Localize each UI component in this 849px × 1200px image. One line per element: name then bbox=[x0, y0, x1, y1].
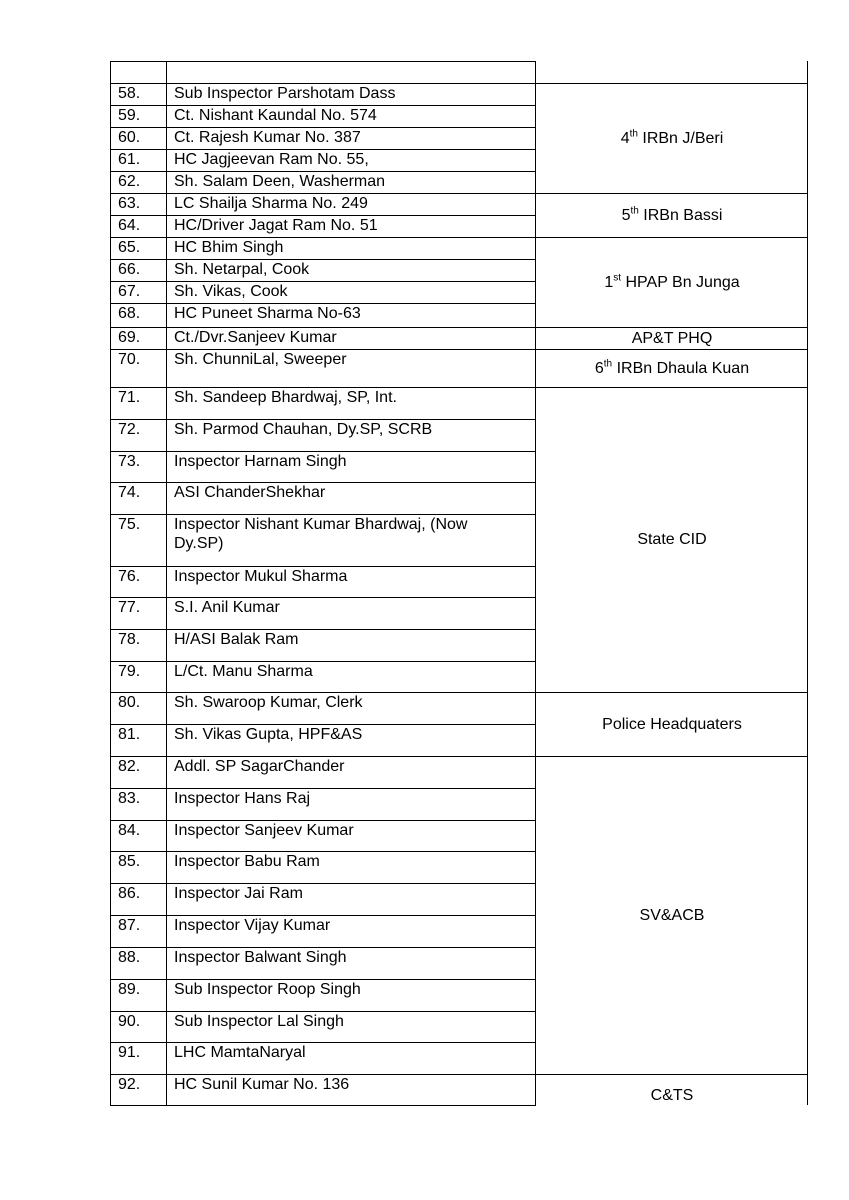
official-name: H/ASI Balak Ram bbox=[174, 631, 299, 648]
unit-name bbox=[537, 359, 807, 378]
official-name: HC Jagjeevan Ram No. 55, bbox=[174, 151, 369, 168]
serial-number: 88. bbox=[118, 949, 141, 966]
official-name: Sh. Vikas Gupta, HPF&AS bbox=[174, 726, 363, 743]
unit-label: IRBn Dhaula Kuan bbox=[612, 359, 750, 377]
official-name: Sh. Vikas, Cook bbox=[174, 283, 288, 300]
serial-number: 73. bbox=[118, 453, 141, 470]
official-name: LHC MamtaNaryal bbox=[174, 1044, 306, 1061]
official-name: Inspector Hans Raj bbox=[174, 790, 311, 807]
official-name: Sh. Sandeep Bhardwaj, SP, Int. bbox=[174, 389, 397, 406]
official-name: Inspector Babu Ram bbox=[174, 853, 320, 870]
unit-number: 1 bbox=[604, 273, 614, 291]
serial-number: 92. bbox=[118, 1076, 141, 1093]
official-name: Ct. Nishant Kaundal No. 574 bbox=[174, 107, 377, 124]
unit-name: Police Headquaters bbox=[602, 715, 742, 733]
group-border bbox=[535, 237, 808, 238]
official-name: LC Shailja Sharma No. 249 bbox=[174, 195, 368, 212]
serial-number: 68. bbox=[118, 305, 141, 322]
official-name: HC Bhim Singh bbox=[174, 239, 284, 256]
unit-number: 4 bbox=[620, 129, 630, 147]
serial-number: 90. bbox=[118, 1013, 141, 1030]
serial-number: 75. bbox=[118, 516, 141, 533]
official-name: ASI ChanderShekhar bbox=[174, 484, 326, 501]
official-name: Sh. Salam Deen, Washerman bbox=[174, 173, 386, 190]
official-name: HC/Driver Jagat Ram No. 51 bbox=[174, 217, 378, 234]
serial-number: 84. bbox=[118, 822, 141, 839]
official-name: Inspector Balwant Singh bbox=[174, 949, 347, 966]
serial-number: 86. bbox=[118, 885, 141, 902]
serial-number: 60. bbox=[118, 129, 141, 146]
unit-name bbox=[537, 273, 807, 292]
official-name: L/Ct. Manu Sharma bbox=[174, 663, 313, 680]
group-border bbox=[535, 692, 808, 693]
serial-number: 65. bbox=[118, 239, 141, 256]
ordinal-suffix: st bbox=[613, 272, 622, 284]
table-bottom-border bbox=[110, 1105, 536, 1106]
unit-name: SV&ACB bbox=[639, 906, 705, 924]
serial-number: 66. bbox=[118, 261, 141, 278]
right-border bbox=[807, 61, 808, 1105]
serial-number: 61. bbox=[118, 151, 141, 168]
group-border bbox=[535, 1074, 808, 1075]
official-name: Sub Inspector Lal Singh bbox=[174, 1013, 344, 1030]
official-name: Inspector Jai Ram bbox=[174, 885, 303, 902]
serial-number: 69. bbox=[118, 329, 141, 346]
official-name: Inspector Nishant Kumar Bhardwaj, (Now Dy.SP) bbox=[174, 516, 468, 552]
serial-number: 82. bbox=[118, 758, 141, 775]
ordinal-suffix: th bbox=[630, 205, 639, 217]
left-border bbox=[110, 61, 111, 1106]
unit-name bbox=[537, 206, 807, 225]
serial-number: 78. bbox=[118, 631, 141, 648]
official-name: Sub Inspector Roop Singh bbox=[174, 981, 361, 998]
official-name: Sh. Parmod Chauhan, Dy.SP, SCRB bbox=[174, 421, 433, 438]
group-border bbox=[535, 83, 808, 84]
unit-label: IRBn Bassi bbox=[638, 206, 723, 224]
official-name: Addl. SP SagarChander bbox=[174, 758, 345, 775]
serial-number: 59. bbox=[118, 107, 141, 124]
serial-number: 63. bbox=[118, 195, 141, 212]
ordinal-suffix: th bbox=[603, 358, 613, 370]
unit-name bbox=[537, 129, 807, 148]
group-border bbox=[535, 756, 808, 757]
serial-number: 71. bbox=[118, 389, 141, 406]
unit-name: State CID bbox=[637, 531, 707, 548]
serial-number: 67. bbox=[118, 283, 141, 300]
official-name: Sh. ChunniLal, Sweeper bbox=[174, 351, 347, 368]
serial-number: 91. bbox=[118, 1044, 141, 1061]
official-name: Inspector Harnam Singh bbox=[174, 453, 347, 470]
serial-number: 58. bbox=[118, 85, 141, 102]
official-name: S.I. Anil Kumar bbox=[174, 599, 280, 616]
unit-label: IRBn J/Beri bbox=[637, 129, 724, 147]
official-name: Inspector Sanjeev Kumar bbox=[174, 822, 354, 839]
official-name: HC Sunil Kumar No. 136 bbox=[174, 1076, 350, 1093]
unit-name: C&TS bbox=[650, 1087, 694, 1104]
serial-number: 81. bbox=[118, 726, 141, 743]
serial-number: 79. bbox=[118, 663, 141, 680]
unit-column-border bbox=[535, 61, 536, 1106]
unit-name: AP&T PHQ bbox=[631, 329, 713, 347]
unit-label: HPAP Bn Junga bbox=[621, 273, 740, 291]
group-border bbox=[535, 387, 808, 388]
serial-number: 74. bbox=[118, 484, 141, 501]
serial-number: 87. bbox=[118, 917, 141, 934]
serial-number: 83. bbox=[118, 790, 141, 807]
official-name: Inspector Vijay Kumar bbox=[174, 917, 331, 934]
ordinal-suffix: th bbox=[629, 128, 638, 140]
official-name: Sub Inspector Parshotam Dass bbox=[174, 85, 396, 102]
serial-number: 62. bbox=[118, 173, 141, 190]
official-name: Inspector Mukul Sharma bbox=[174, 568, 348, 585]
official-name: HC Puneet Sharma No-63 bbox=[174, 305, 361, 322]
group-border bbox=[535, 349, 808, 350]
unit-number: 6 bbox=[594, 359, 604, 377]
group-border bbox=[535, 193, 808, 194]
serial-number: 70. bbox=[118, 351, 141, 368]
name-column-border bbox=[166, 61, 167, 1106]
unit-number: 5 bbox=[621, 206, 631, 224]
official-name: Sh. Swaroop Kumar, Clerk bbox=[174, 694, 363, 711]
header-row-border bbox=[110, 61, 536, 62]
serial-number: 89. bbox=[118, 981, 141, 998]
serial-number: 77. bbox=[118, 599, 141, 616]
serial-number: 76. bbox=[118, 568, 141, 585]
serial-number: 80. bbox=[118, 694, 141, 711]
official-name: Sh. Netarpal, Cook bbox=[174, 261, 310, 278]
serial-number: 85. bbox=[118, 853, 141, 870]
official-name: Ct. Rajesh Kumar No. 387 bbox=[174, 129, 361, 146]
serial-number: 64. bbox=[118, 217, 141, 234]
serial-number: 72. bbox=[118, 421, 141, 438]
official-name: Ct./Dvr.Sanjeev Kumar bbox=[174, 329, 337, 346]
